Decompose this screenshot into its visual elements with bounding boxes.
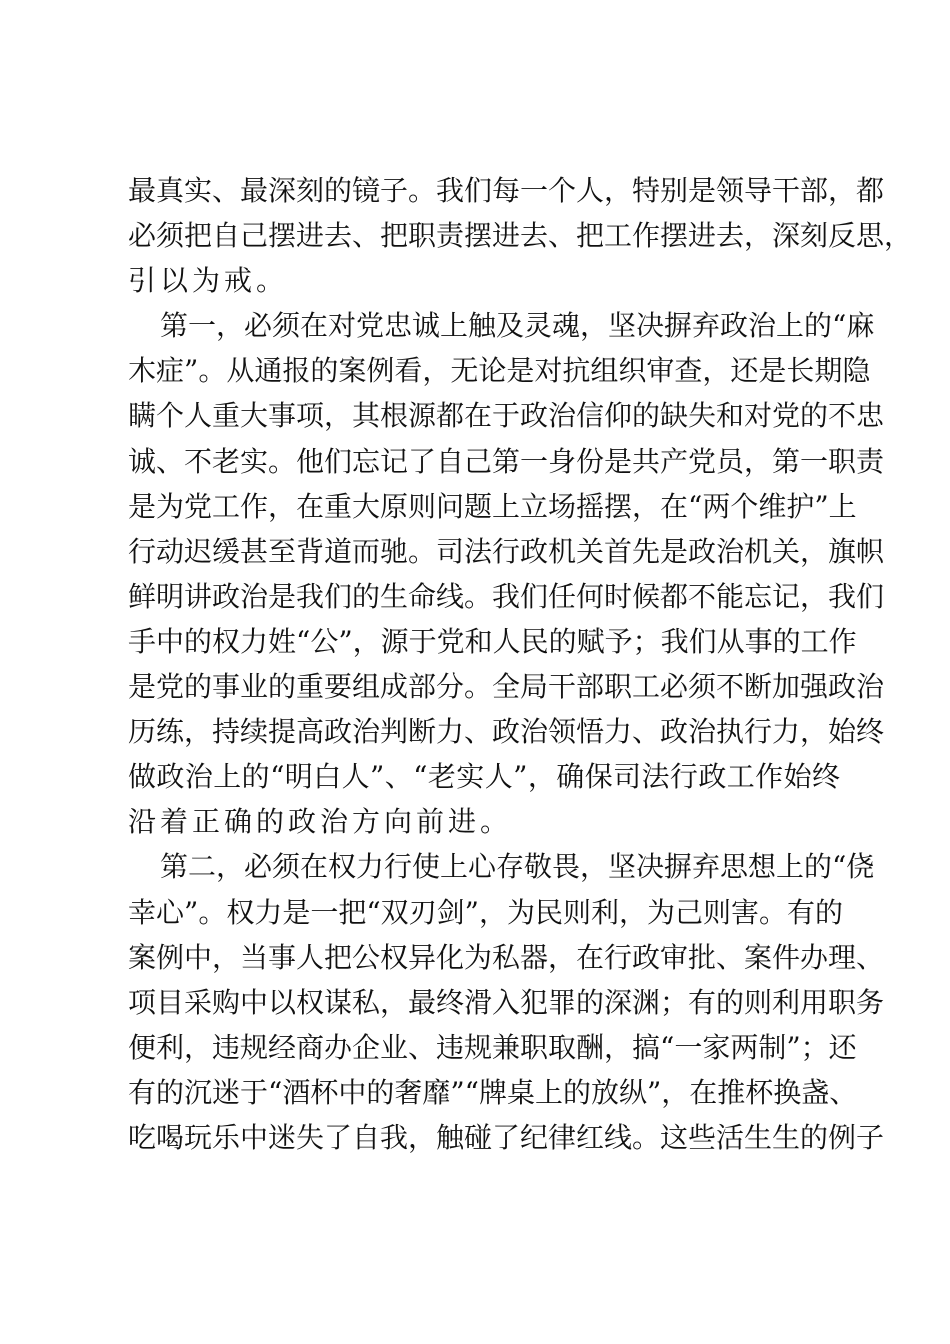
paragraph-line: 第一，必须在对党忠诚上触及灵魂，坚决摒弃政治上的“麻 <box>160 309 875 343</box>
paragraph-line: 诚、不老实。他们忘记了自己第一身份是共产党员，第一职责 <box>128 444 885 478</box>
paragraph-line: 木症”。从通报的案例看，无论是对抗组织审查，还是长期隐 <box>128 354 871 388</box>
paragraph-line: 做政治上的“明白人”、“老实人”，确保司法行政工作始终 <box>128 760 840 794</box>
paragraph-line: 最真实、最深刻的镜子。我们每一个人，特别是领导干部，都 <box>128 174 885 207</box>
paragraph-line: 历练，持续提高政治判断力、政治领悟力、政治执行力，始终 <box>128 715 885 749</box>
paragraph-line: 有的沉迷于“酒杯中的奢靡”“牌桌上的放纵”，在推杯换盏、 <box>128 1075 858 1109</box>
paragraph-line: 瞒个人重大事项，其根源都在于政治信仰的缺失和对党的不忠 <box>128 399 885 433</box>
paragraph-line: 鲜明讲政治是我们的生命线。我们任何时候都不能忘记，我们 <box>128 579 885 613</box>
paragraph-line: 必须把自己摆进去、把职责摆进去、把工作摆进去，深刻反思， <box>128 219 913 253</box>
paragraph-line: 吃喝玩乐中迷失了自我，触碰了纪律红线。这些活生生的例子 <box>128 1120 885 1154</box>
paragraph-line: 引以为戒。 <box>128 264 289 298</box>
paragraph-line: 项目采购中以权谋私，最终滑入犯罪的深渊；有的则利用职务 <box>128 985 885 1019</box>
paragraph-line: 便利，违规经商办企业、违规兼职取酬，搞“一家两制”；还 <box>128 1030 857 1064</box>
paragraph-line: 行动迟缓甚至背道而驰。司法行政机关首先是政治机关，旗帜 <box>128 534 885 568</box>
paragraph-line: 沿着正确的政治方向前进。 <box>128 805 513 839</box>
paragraph-line: 是党的事业的重要组成部分。全局干部职工必须不断加强政治 <box>128 670 885 704</box>
paragraph-line: 案例中，当事人把公权异化为私器，在行政审批、案件办理、 <box>128 940 885 974</box>
paragraph-line: 是为党工作，在重大原则问题上立场摇摆，在“两个维护”上 <box>128 489 857 523</box>
paragraph-line: 幸心”。权力是一把“双刃剑”，为民则利，为己则害。有的 <box>128 895 843 929</box>
paragraph-line: 第二，必须在权力行使上心存敬畏，坚决摒弃思想上的“侥 <box>160 850 875 884</box>
paragraph-line: 手中的权力姓“公”，源于党和人民的赋予；我们从事的工作 <box>128 624 857 658</box>
document-page <box>128 168 913 1160</box>
